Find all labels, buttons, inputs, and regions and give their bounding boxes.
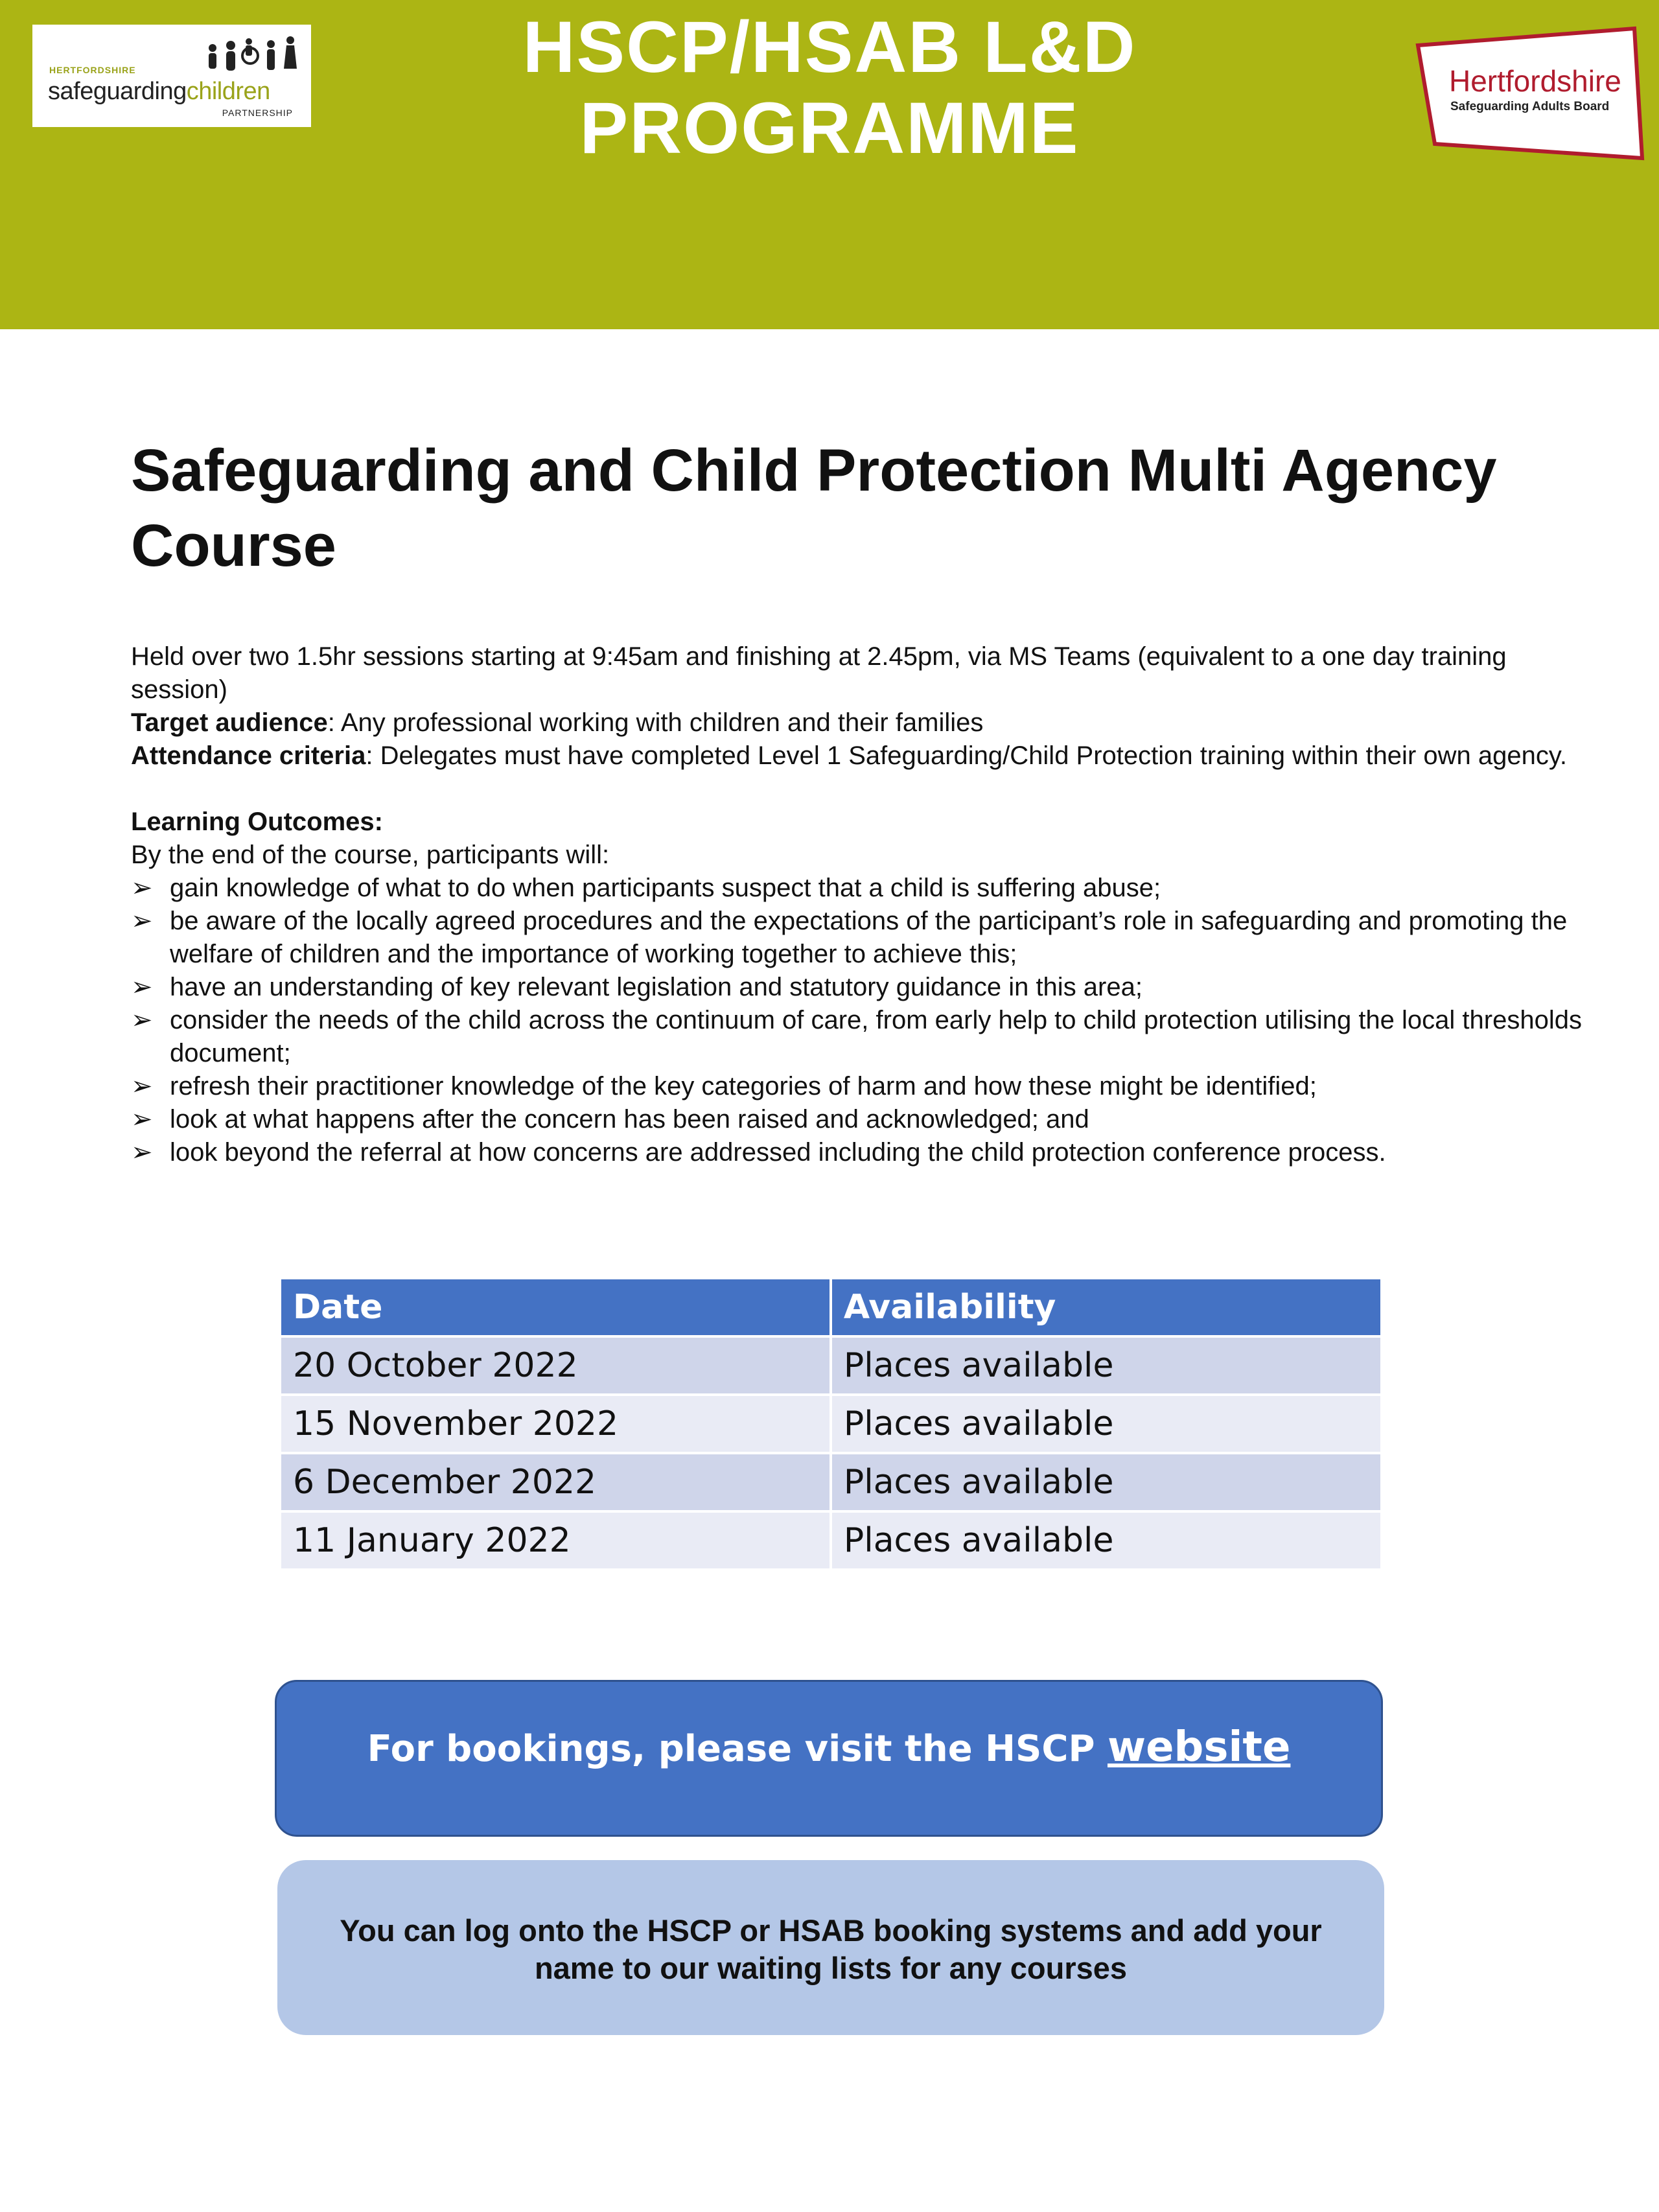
list-item (131, 872, 1583, 905)
learning-outcomes-list (131, 872, 1583, 1169)
cell-availability: Places available (831, 1511, 1382, 1570)
hsab-logo-subtitle: Safeguarding Adults Board (1450, 100, 1610, 113)
booking-text: For bookings, please visit the HSCP (367, 1728, 1108, 1770)
hscp-logo-top-text: HERTFORDSHIRE (49, 65, 136, 75)
family-figures-icon (200, 36, 303, 79)
list-item (131, 971, 1583, 1004)
attendance-criteria-text: : Delegates must have completed Level 1 Safeguarding/Child Protection training within their own agency. (365, 741, 1567, 770)
list-item-text: refresh their practitioner knowledge of the key categories of harm and how these might be identified; (170, 1072, 1317, 1100)
table-row (280, 1453, 1382, 1511)
header-banner (0, 0, 1659, 329)
hscp-logo-main-part1: safeguarding (48, 78, 187, 105)
arrow-bullet-icon: ➢ (131, 1006, 153, 1034)
hscp-logo (32, 25, 311, 127)
hscp-logo-main-text (48, 78, 270, 106)
list-item-text: gain knowledge of what to do when participants suspect that a child is suffering abuse; (170, 874, 1161, 902)
list-item-text: look at what happens after the concern has been raised and acknowledged; and (170, 1105, 1089, 1134)
list-item (131, 905, 1583, 971)
page-title-line2: PROGRAMME (579, 87, 1080, 169)
list-item-text: look beyond the referral at how concerns are addressed including the child protection conference process. (170, 1138, 1386, 1167)
cell-availability: Places available (831, 1336, 1382, 1395)
hscp-logo-main-part2: children (186, 78, 270, 105)
page-title-line1: HSCP/HSAB L&D (522, 6, 1137, 87)
booking-callout (275, 1680, 1383, 1837)
arrow-bullet-icon: ➢ (131, 973, 153, 1001)
waiting-list-text: You can log onto the HSCP or HSAB booking systems and add your name to our waiting lists for any courses (340, 1913, 1322, 1985)
arrow-bullet-icon: ➢ (131, 1138, 153, 1167)
course-description (131, 640, 1583, 1169)
list-item (131, 1004, 1583, 1070)
availability-table (279, 1277, 1383, 1571)
table-row (280, 1336, 1382, 1395)
list-item (131, 1070, 1583, 1103)
column-header-availability: Availability (831, 1278, 1382, 1336)
table-row (280, 1511, 1382, 1570)
learning-outcomes-heading: Learning Outcomes: (131, 808, 383, 836)
waiting-list-callout (277, 1860, 1384, 2035)
list-item (131, 1103, 1583, 1136)
cell-date: 15 November 2022 (280, 1395, 831, 1453)
hsab-logo-name: Hertfordshire (1449, 64, 1621, 98)
learning-outcomes-lead: By the end of the course, participants will: (131, 841, 610, 869)
list-item-text: be aware of the locally agreed procedures and the expectations of the participant’s role in safeguarding and promoting the welfare of children and the importance of working together to achieve this; (170, 907, 1568, 968)
hsab-logo (1406, 22, 1646, 165)
list-item-text: have an understanding of key relevant legislation and statutory guidance in this area; (170, 973, 1143, 1001)
course-title: Safeguarding and Child Protection Multi Agency Course (131, 437, 1497, 579)
target-audience-label: Target audience (131, 708, 328, 737)
target-audience-text: : Any professional working with children and their families (327, 708, 984, 737)
arrow-bullet-icon: ➢ (131, 874, 153, 902)
arrow-bullet-icon: ➢ (131, 1105, 153, 1134)
course-intro: Held over two 1.5hr sessions starting at 9:45am and finishing at 2.45pm, via MS Teams (equivalent to a one day training session) (131, 642, 1507, 704)
attendance-criteria-label: Attendance criteria (131, 741, 366, 770)
cell-availability: Places available (831, 1395, 1382, 1453)
arrow-bullet-icon: ➢ (131, 907, 153, 935)
cell-date: 11 January 2022 (280, 1511, 831, 1570)
cell-date: 20 October 2022 (280, 1336, 831, 1395)
table-row (280, 1395, 1382, 1453)
list-item (131, 1136, 1583, 1169)
attendance-criteria (131, 739, 1583, 773)
hscp-logo-bottom-text: PARTNERSHIP (222, 108, 293, 118)
table-header-row (280, 1278, 1382, 1336)
list-item-text: consider the needs of the child across the continuum of care, from early help to child protection utilising the local thresholds document; (170, 1006, 1582, 1067)
cell-date: 6 December 2022 (280, 1453, 831, 1511)
page-title (415, 6, 1244, 169)
arrow-bullet-icon: ➢ (131, 1072, 153, 1100)
website-link[interactable]: website (1108, 1723, 1291, 1771)
column-header-date: Date (280, 1278, 831, 1336)
target-audience (131, 706, 1583, 739)
cell-availability: Places available (831, 1453, 1382, 1511)
